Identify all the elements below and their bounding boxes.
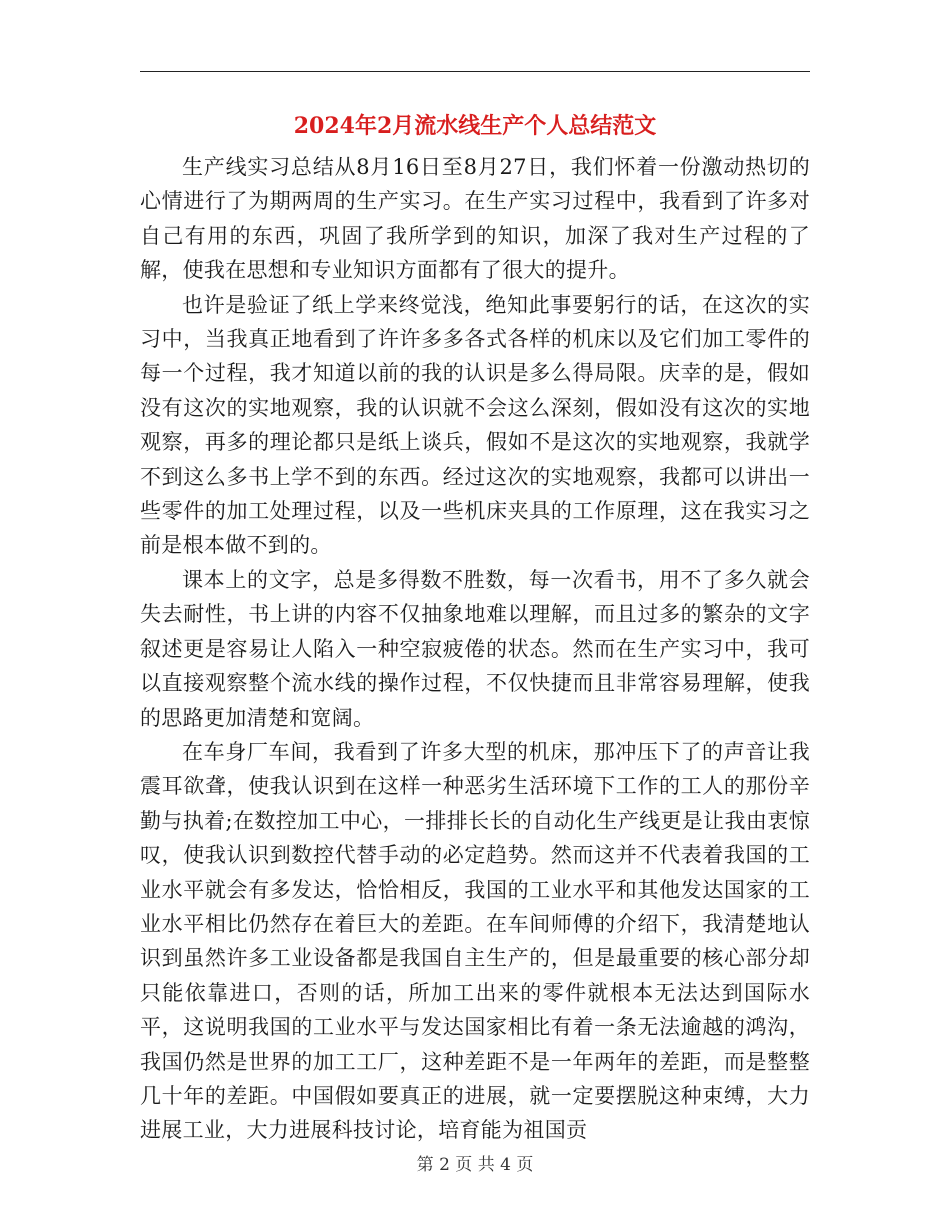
paragraph-1: 生产线实习总结从8月16日至8月27日，我们怀着一份激动热切的心情进行了为期两周的生产实习。在生产实习过程中，我看到了许多对自己有用的东西，巩固了我所学到的知识，加深了我对生产过程的了解，使我在思想和专业知识方面都有了很大的提升。 (140, 155, 810, 283)
paragraph-2: 也许是验证了纸上学来终觉浅，绝知此事要躬行的话，在这次的实习中，当我真正地看到了许许多多各式各样的机床以及它们加工零件的每一个过程，我才知道以前的我的认识是多么得局限。庆幸的是，假如没有这次的实地观察，我的认识就不会这么深刻，假如没有这次的实地观察，再多的理论都只是纸上谈兵，假如不是这次的实地观察，我就学不到这么多书上学不到的东西。经过这次的实地观察，我都可以讲出一些零件的加工处理过程，以及一些机床夹具的工作原理，这在我实习之前是根本做不到的。 (140, 292, 810, 558)
paragraph-4: 在车身厂车间，我看到了许多大型的机床，那冲压下了的声音让我震耳欲聋，使我认识到在这样一种恶劣生活环境下工作的工人的那份辛勤与执着;在数控加工中心，一排排长长的自动化生产线更是让我由衷惊叹，使我认识到数控代替手动的必定趋势。然而这并不代表着我国的工业水平就会有多发达，恰恰相反，我国的工业水平和其他发达国家的工业水平相比仍然存在着巨大的差距。在车间师傅的介绍下，我清楚地认识到虽然许多工业设备都是我国自主生产的，但是最重要的核心部分却只能依靠进口，否则的话，所加工出来的零件就根本无法达到国际水平，这说明我国的工业水平与发达国家相比有着一条无法逾越的鸿沟，我国仍然是世界的加工工厂，这种差距不是一年两年的差距，而是整整几十年的差距。中国假如要真正的进展，就一定要摆脱这种束缚，大力进展工业，大力进展科技讨论，培育能为祖国贡 (140, 739, 810, 1143)
page-number-footer: 第 2 页 共 4 页 (416, 1155, 534, 1175)
document-body (140, 150, 810, 1148)
document-title: 2024年2月流水线生产个人总结范文 (293, 113, 657, 139)
header-rule (140, 71, 810, 72)
paragraph-3: 课本上的文字，总是多得数不胜数，每一次看书，用不了多久就会失去耐性，书上讲的内容不仅抽象地难以理解，而且过多的繁杂的文字叙述更是容易让人陷入一种空寂疲倦的状态。然而在生产实习中，我可以直接观察整个流水线的操作过程，不仅快捷而且非常容易理解，使我的思路更加清楚和宽阔。 (140, 567, 810, 730)
